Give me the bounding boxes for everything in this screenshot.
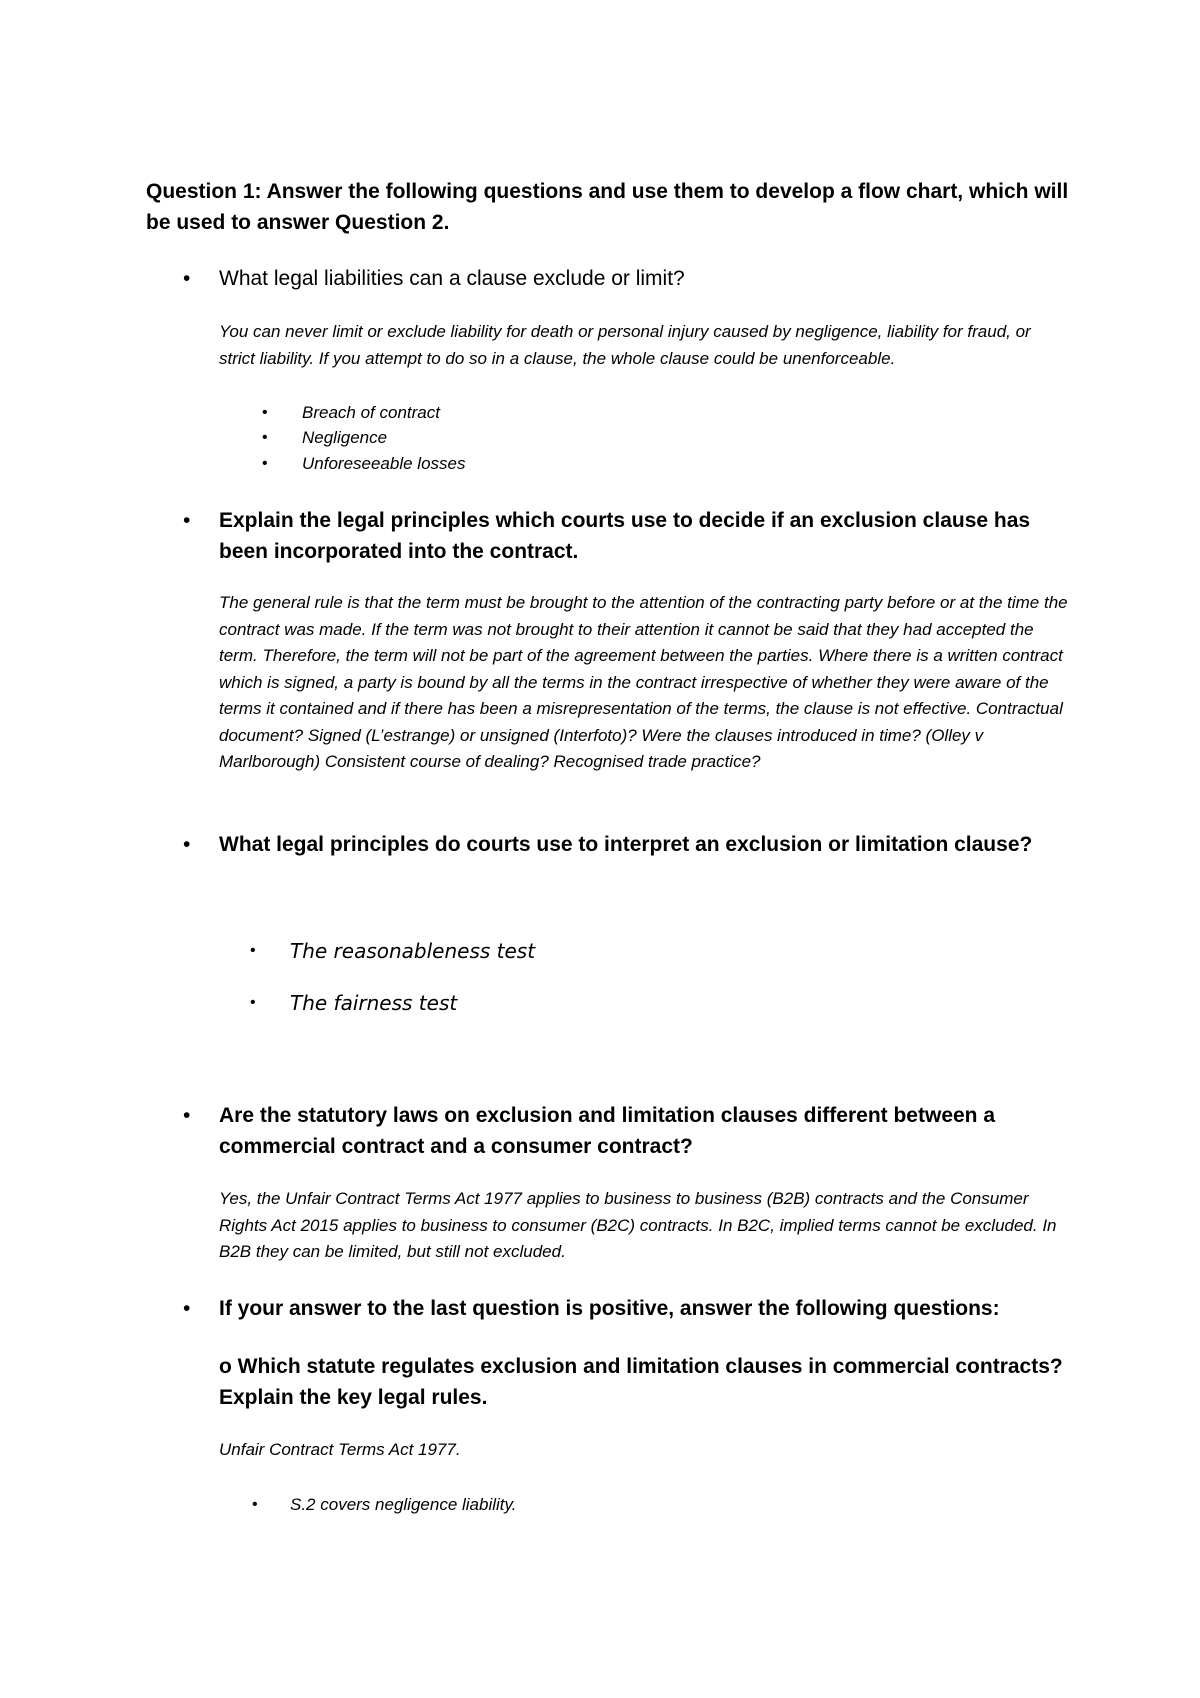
question-5-text: If your answer to the last question is positive, answer the following questions: <box>219 1297 1000 1320</box>
answer-1: You can never limit or exclude liability for death or personal injury caused by negligence, liability for fraud, or strict liability. If you attempt to do so in a clause, the whole clause could be unenforceable. <box>219 322 1031 368</box>
bullet-icon: • <box>183 1104 191 1127</box>
document-page: Question 1: Answer the following questions and use them to develop a flow chart, which will be used to answer Question 2. • What legal liabilities can a clause exclude or limit? You can never limit or exclude liability for death or personal injury caused by negligence, liability for fraud, or strict liability. If you attempt to do so in a clause, the whole clause could be unenforceable. • Breach of contract • Negligence • Unforeseeable losses • Explain the legal principles which courts use to decide if an exclusion clause has been incorporated into the contract. The general rule is that the term must be brought to the attention of the contracting party before or at the time the contract was made. If the term was not brought to their attention it cannot be said that they had accepted the term. Therefore, the term will not be part of the agreement between the parties. Where there is a written contract which is signed, a party is bound by all the terms in the contract irrespective of whether they were aware of the terms it contained and if there has been a misrepresentation of the terms, the clause is not effective. Contractual document? Signed (L’estrange) or unsigned (Interfoto)? Were the clauses introduced in time? (Olley v Marlborough) Consistent course of dealing? Recognised trade practice? • What legal principles do courts use to interpret an exclusion or limitation clause? • The reasonableness test • The fairness test • Are the statutory laws on exclusion and limitation clauses different between a commercial contract and a consumer contract? Yes, the Unfair Contract Terms Act 1977 applies to business to business (B2B) contracts and the Consumer Rights Act 2015 applies to business to consumer (B2C) contracts. In B2C, implied terms cannot be excluded. In B2B they can be limited, but still not excluded. • If your answer to the last question is positive, answer the following questions: o Which statute regulates exclusion and limitation clauses in commercial contracts? Explain the key legal rules. Unfair Contract Terms Act 1977. • S.2 covers negligence liability. <box>0 0 1200 1698</box>
answer-4: Yes, the Unfair Contract Terms Act 1977 applies to business to business (B2B) contracts and the Consumer Rights Act 2015 applies to business to consumer (B2C) contracts. In B2C, implied terms cannot be excluded. In B2B they can be limited, but still not excluded. <box>219 1189 1057 1261</box>
bullet-icon: • <box>183 833 191 856</box>
bullet-icon: • <box>262 455 268 472</box>
bullet-icon: • <box>183 509 191 532</box>
bullet-icon: • <box>250 994 256 1011</box>
question-3-text: What legal principles do courts use to interpret an exclusion or limitation clause? <box>219 833 1033 856</box>
answer-5: Unfair Contract Terms Act 1977. <box>219 1440 461 1459</box>
answer-2: The general rule is that the term must be brought to the attention of the contracting party before or at the time the contract was made. If the term was not brought to their attention it cannot be said that they had accepted the term. Therefore, the term will not be part of the agreement between the parties. Where there is a written contract which is signed, a party is bound by all the terms in the contract irrespective of whether they were aware of the terms it contained and if there has been a misrepresentation of the terms, the clause is not effective. Contractual document? Signed (L’estrange) or unsigned (Interfoto)? Were the clauses introduced in time? (Olley v Marlborough) Consistent course of dealing? Recognised trade practice? <box>219 593 1068 771</box>
bullet-icon: • <box>262 404 268 421</box>
bullet-icon: • <box>250 942 256 959</box>
question-1-text: What legal liabilities can a clause exclude or limit? <box>219 267 685 290</box>
subquestion-5: o Which statute regulates exclusion and limitation clauses in commercial contracts? Explain the key legal rules. <box>219 1355 1063 1409</box>
bullet-icon: • <box>183 1297 191 1320</box>
bullet-icon: • <box>262 429 268 446</box>
question-4-text: Are the statutory laws on exclusion and limitation clauses different between a commercial contract and a consumer contract? <box>219 1104 996 1158</box>
bullet-icon: • <box>183 267 191 290</box>
page-title: Question 1: Answer the following questions and use them to develop a flow chart, which will be used to answer Question 2. <box>146 180 1069 234</box>
question-2-text: Explain the legal principles which courts use to decide if an exclusion clause has been incorporated into the contract. <box>219 509 1031 563</box>
bullet-icon: • <box>252 1496 258 1513</box>
